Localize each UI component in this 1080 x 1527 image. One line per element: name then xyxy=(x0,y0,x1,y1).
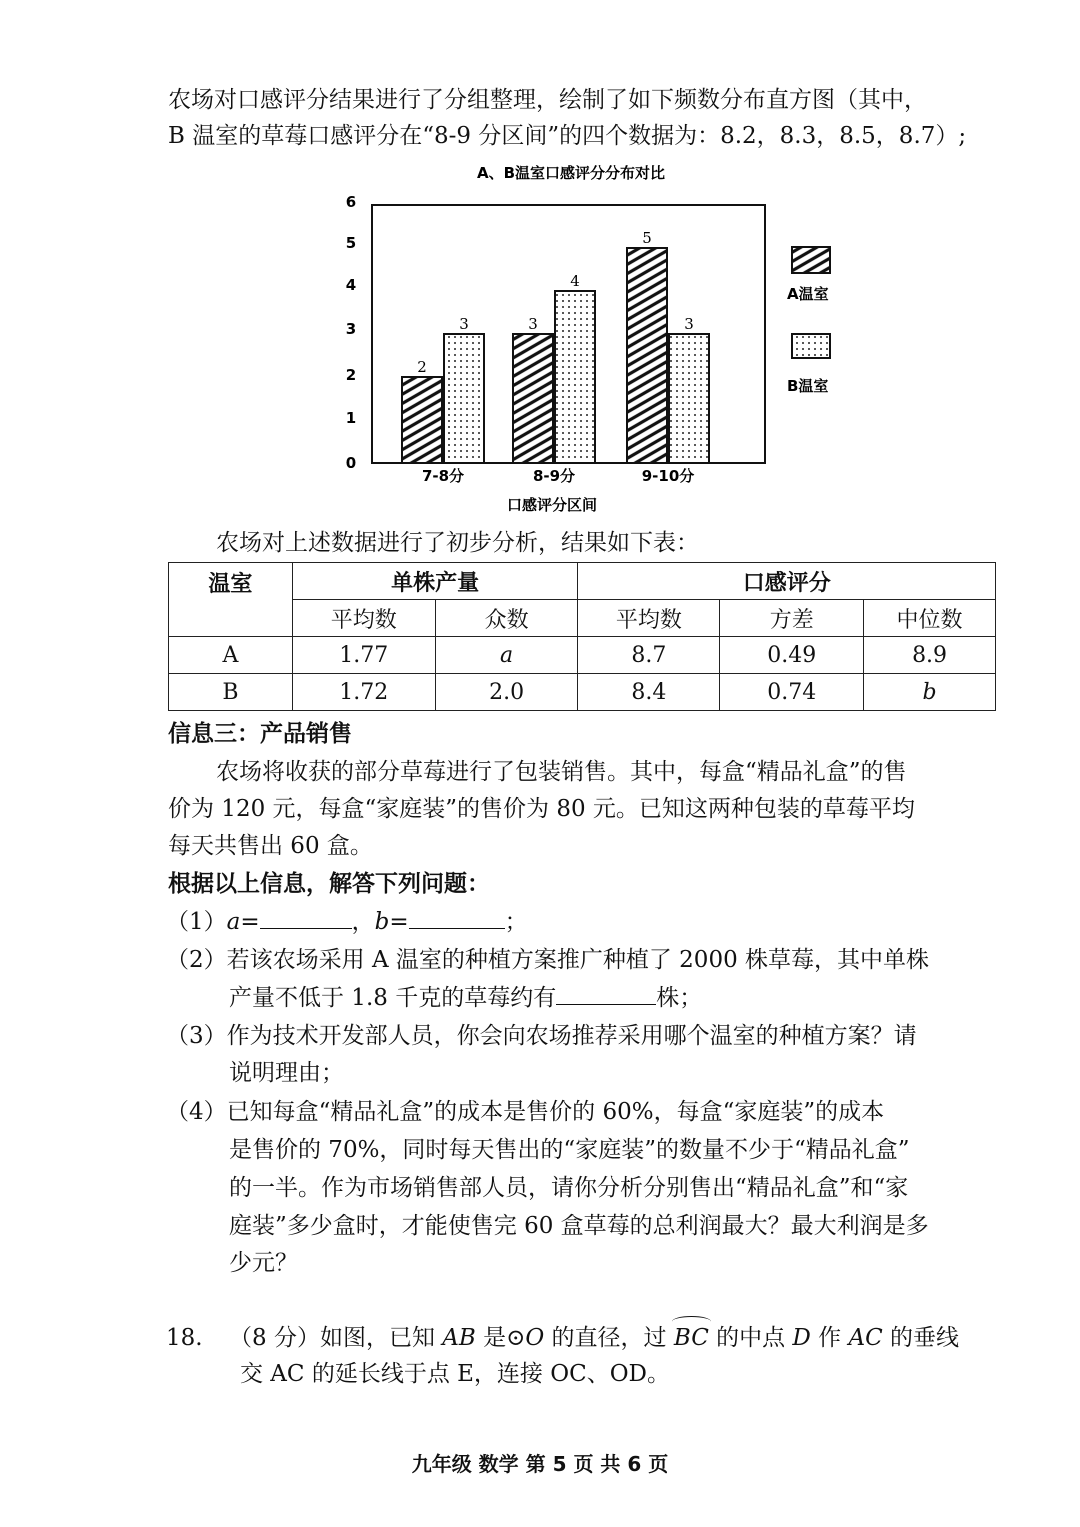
question-4-line-2: 是售价的 70%，同时每天售出的“家庭装”的数量不少于“精品礼盒” xyxy=(229,1137,910,1163)
q1-a-label: a= xyxy=(226,909,260,935)
info3-para-2: 价为 120 元，每盒“家庭装”的售价为 80 元。已知这两种包装的草莓平均 xyxy=(168,796,915,822)
x-axis-ticks xyxy=(422,467,694,485)
q18-line-1 xyxy=(229,1322,959,1354)
legend-swatch-a xyxy=(792,247,830,273)
q1-end: ； xyxy=(504,909,528,935)
row-b-yield-mean: 1.72 xyxy=(292,674,435,711)
row-b-taste-variance: 0.74 xyxy=(720,674,864,711)
q1-separator: ， xyxy=(351,909,375,935)
info3-para-1: 农场将收获的部分草莓进行了包装销售。其中，每盒“精品礼盒”的售 xyxy=(216,759,907,785)
legend-swatch-b xyxy=(792,334,830,358)
bar-a-0 xyxy=(402,377,442,463)
page-footer: 九年级 数学 第 5 页 共 6 页 xyxy=(411,1452,669,1476)
q18-text-5: 作 xyxy=(810,1325,849,1351)
y-axis-ticks xyxy=(346,193,356,472)
question-2-line-2 xyxy=(229,982,702,1014)
header-taste: 口感评分 xyxy=(578,563,996,600)
y-tick-label: 3 xyxy=(345,320,357,338)
header-greenhouse: 温室 xyxy=(169,563,293,637)
question-4-line-4: 庭装”多少盒时，才能使售完 60 盒草莓的总利润最大？最大利润是多 xyxy=(229,1213,929,1239)
q18-o: O xyxy=(525,1325,545,1351)
y-tick-label: 6 xyxy=(345,193,357,211)
q1-number: （1） xyxy=(166,909,227,935)
questions-heading: 根据以上信息，解答下列问题： xyxy=(168,871,490,897)
row-a-yield-mean: 1.77 xyxy=(292,637,435,674)
row-a-name: A xyxy=(169,637,293,674)
bar-value-label: 4 xyxy=(570,272,580,290)
row-a-yield-mode: a xyxy=(435,637,578,674)
q18-ab: AB xyxy=(442,1325,476,1351)
x-tick-label: 9-10分 xyxy=(641,467,695,485)
q18-arc-bc: BC xyxy=(674,1322,709,1354)
table-row xyxy=(169,637,996,674)
bar-b-2 xyxy=(669,334,709,463)
histogram-chart xyxy=(320,160,880,520)
y-tick-label: 4 xyxy=(345,276,357,294)
q18-text-1: （8 分）如图，已知 xyxy=(229,1325,443,1351)
subheader-yield-mode: 众数 xyxy=(435,600,578,637)
bar-value-label: 5 xyxy=(642,229,652,247)
bar-b-1 xyxy=(555,291,595,463)
row-b-yield-mode: 2.0 xyxy=(435,674,578,711)
subheader-taste-variance: 方差 xyxy=(720,600,864,637)
bar-value-label: 3 xyxy=(684,315,694,333)
q18-text-4: 的中点 xyxy=(708,1325,793,1351)
y-tick-label: 0 xyxy=(345,454,357,472)
info3-para-3: 每天共售出 60 盒。 xyxy=(168,833,373,859)
q18-text-3: 的直径，过 xyxy=(544,1325,674,1351)
q18-text-2: 是⊙ xyxy=(475,1325,526,1351)
bar-value-label: 3 xyxy=(528,315,538,333)
row-a-taste-mean: 8.7 xyxy=(578,637,720,674)
question-4-line-3: 的一半。作为市场销售部人员，请你分析分别售出“精品礼盒”和“家 xyxy=(229,1175,909,1201)
legend-label-b: B温室 xyxy=(787,377,829,395)
chart-title: A、B温室口感评分分布对比 xyxy=(476,164,666,182)
bar-b-0 xyxy=(444,334,484,463)
x-axis-label: 口感评分区间 xyxy=(506,496,598,514)
intro-line-2: B 温室的草莓口感评分在“8-9 分区间”的四个数据为：8.2，8.3，8.5，8.7）; xyxy=(168,123,967,149)
bars-group xyxy=(402,229,709,463)
x-tick-label: 8-9分 xyxy=(532,467,576,485)
question-3-line-2: 说明理由； xyxy=(229,1060,344,1086)
q18-ac: AC xyxy=(848,1325,883,1351)
question-4-line-5: 少元？ xyxy=(229,1250,298,1276)
subheader-yield-mean: 平均数 xyxy=(292,600,435,637)
question-2-line-1: （2）若该农场采用 A 温室的种植方案推广种植了 2000 株草莓，其中单株 xyxy=(166,947,930,973)
bar-a-2 xyxy=(627,248,667,463)
row-b-taste-median: b xyxy=(864,674,996,711)
q2-end: 株； xyxy=(656,985,703,1011)
q1-b-blank[interactable] xyxy=(409,906,505,929)
header-yield: 单株产量 xyxy=(292,563,578,600)
bar-a-1 xyxy=(513,334,553,463)
stats-table xyxy=(168,562,996,711)
q18-number: 18. xyxy=(166,1325,203,1351)
question-1 xyxy=(166,906,528,938)
subheader-taste-mean: 平均数 xyxy=(578,600,720,637)
y-tick-label: 1 xyxy=(345,409,357,427)
q18-line-2: 交 AC 的延长线于点 E，连接 OC、OD。 xyxy=(240,1361,670,1387)
analysis-intro: 农场对上述数据进行了初步分析，结果如下表： xyxy=(216,530,699,556)
intro-line-1: 农场对口感评分结果进行了分组整理，绘制了如下频数分布直方图（其中， xyxy=(168,87,927,113)
q1-b-label: b= xyxy=(374,909,409,935)
question-3-line-1: （3）作为技术开发部人员，你会向农场推荐采用哪个温室的种植方案？请 xyxy=(166,1023,917,1049)
subheader-taste-median: 中位数 xyxy=(864,600,996,637)
x-tick-label: 7-8分 xyxy=(421,467,465,485)
info3-heading: 信息三：产品销售 xyxy=(168,721,352,747)
y-tick-label: 2 xyxy=(345,366,357,384)
row-b-taste-mean: 8.4 xyxy=(578,674,720,711)
table-row xyxy=(169,674,996,711)
question-4-line-1: （4）已知每盒“精品礼盒”的成本是售价的 60%，每盒“家庭装”的成本 xyxy=(166,1099,885,1125)
q1-a-blank[interactable] xyxy=(260,906,352,929)
legend-label-a: A温室 xyxy=(787,285,829,303)
bar-value-label: 2 xyxy=(417,358,427,376)
row-b-name: B xyxy=(169,674,293,711)
row-a-taste-variance: 0.49 xyxy=(720,637,864,674)
q18-d: D xyxy=(792,1325,811,1351)
y-tick-label: 5 xyxy=(345,234,357,252)
bar-value-label: 3 xyxy=(459,315,469,333)
q2-text: 产量不低于 1.8 千克的草莓约有 xyxy=(229,985,557,1011)
row-a-taste-median: 8.9 xyxy=(864,637,996,674)
q2-blank[interactable] xyxy=(556,982,656,1005)
q18-text-6: 的垂线 xyxy=(882,1325,960,1351)
